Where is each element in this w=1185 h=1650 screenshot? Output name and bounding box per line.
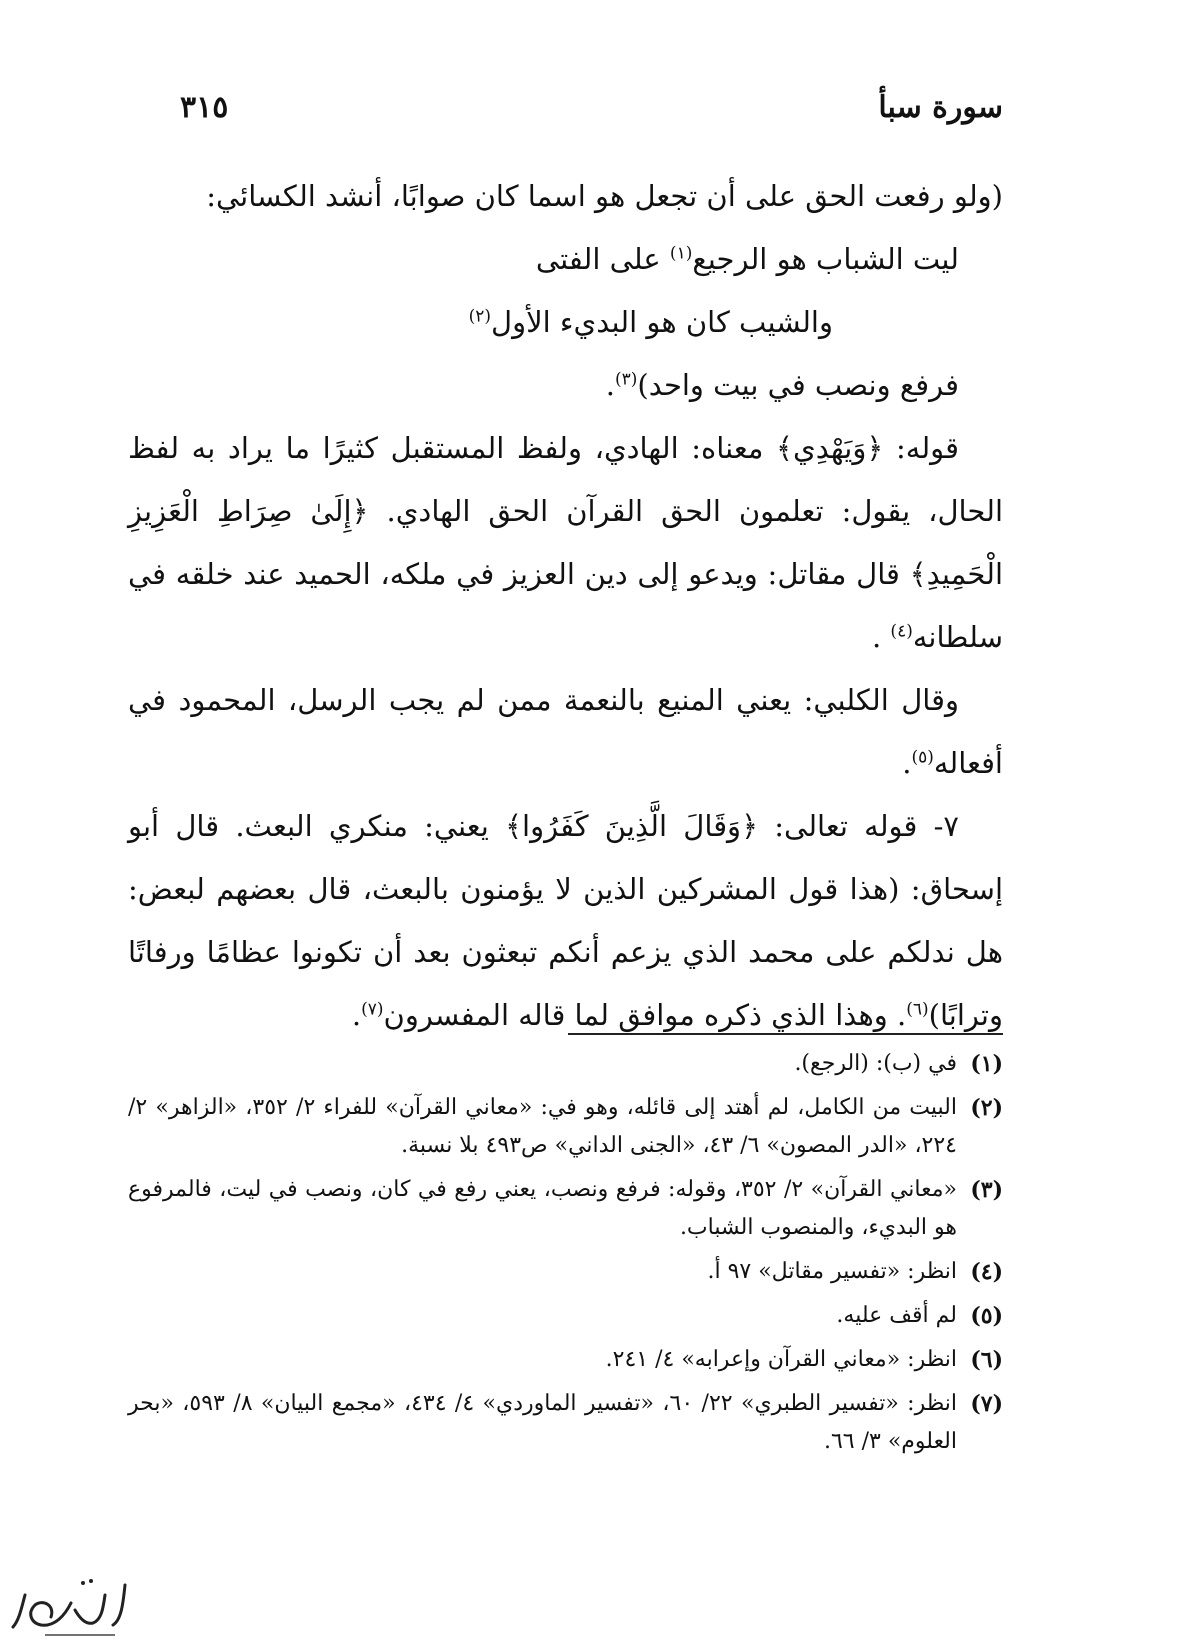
footnote-number: (٢) [970,1095,1003,1121]
page-number: ٣١٥ [180,89,229,125]
footnote-ref-5[interactable]: (٥) [911,747,934,768]
footnote-number: (٤) [970,1259,1003,1285]
poem-verse-1 [128,228,1003,291]
paragraph-3-text-2: معناه: الهادي، ولفظ المستقبل كثيرًا ما يراد به لفظ الحال، يقول: تعلمون الحق القرآن الحق الهادي. [128,431,1004,528]
verse-2-text: والشيب كان هو البديء الأول [491,305,833,339]
paragraph-4-end: . [902,746,912,780]
quran-quote-1: ﴿وَيَهْدِي﴾ [776,431,884,465]
footnote-ref-7[interactable]: (٧) [361,999,384,1020]
footnote [128,1341,1003,1379]
paragraph-1-text: (ولو رفعت الحق على أن تجعل هو اسما كان صوابًا، أنشد الكسائي: [206,179,1003,213]
footnotes [128,1045,1003,1467]
footnote-ref-6[interactable]: (٦) [906,999,929,1020]
footnote [128,1045,1003,1083]
paragraph-3-end: . [871,620,891,654]
paragraph-1 [128,165,1003,228]
paragraph-4 [128,669,1003,795]
paragraph-5-end: . [351,998,362,1032]
quran-quote-2: ﴿إِلَىٰ صِرَاطِ الْعَزِيزِ الْحَمِيدِ﴾ [128,494,1003,591]
quran-quote-3: ﴿وَقَالَ الَّذِينَ كَفَرُوا﴾ [505,809,759,843]
verse-1-text: ليت الشباب هو الرجيع [692,242,959,276]
paragraph-5 [128,795,1003,1047]
footnote-text: «معاني القرآن» ٢/ ٣٥٢، وقوله: فرفع ونصب، يعني رفع في كان، ونصب في ليت، فالمرفوع هو البديء، والمنصوب الشباب. [128,1177,957,1240]
footnote-number: (٦) [970,1347,1003,1373]
footnote-number: (١) [970,1051,1003,1077]
footnote-number: (٣) [970,1177,1003,1203]
footnote-text: انظر: «تفسير الطبري» ٢٢/ ٦٠، «تفسير الماوردي» ٤/ ٤٣٤، «مجمع البيان» ٨/ ٥٩٣، «بحر العلوم» ٣/ ٦٦. [128,1391,958,1454]
footnote [128,1297,1003,1335]
footnote-text: البيت من الكامل، لم أهتد إلى قائله، وهو في: «معاني القرآن» للفراء ٢/ ٣٥٢، «الزاهر» ٢/ ٢٢٤، «الدر المصون» ٦/ ٤٣، «الجنى الداني» ص٤٩٣ بلا نسبة. [128,1095,957,1158]
main-text [128,165,1003,1047]
footnote-text: انظر: «معاني القرآن وإعرابه» ٤/ ٢٤١. [605,1347,957,1372]
calligraphy-stamp-logo [5,1565,140,1645]
footnote-text: في (ب): (الرجع). [794,1051,957,1076]
footnote [128,1253,1003,1291]
paragraph-3 [128,417,1003,669]
footnote-divider [568,1033,1003,1035]
footnote-number: (٥) [970,1303,1003,1329]
paragraph-2-end: . [605,368,615,402]
paragraph-3-text: قوله: [883,431,959,465]
paragraph-3-text-3: قال مقاتل: ويدعو إلى دين العزيز في ملكه، الحميد عند خلقه في سلطانه [128,557,1003,654]
paragraph-5-text: ٧- قوله تعالى: [758,809,959,843]
footnote-ref-2[interactable]: (٢) [468,306,492,327]
paragraph-4-text: وقال الكلبي: يعني المنيع بالنعمة ممن لم يجب الرسل، المحمود في أفعاله [128,683,1003,780]
footnote-ref-3[interactable]: (٣) [614,369,638,390]
paragraph-5-text-3: . وهذا الذي ذكره موافق لما قاله المفسرون [383,998,907,1032]
poem-verse-2 [128,291,1003,354]
paragraph-5-text-2: يعني: منكري البعث. قال أبو إسحاق: (هذا قول المشركين الذين لا يؤمنون بالبعث، قال بعضهم لبعض: هل ندلكم على محمد الذي يزعم أنكم تبعثون بعد أن تكونوا عظامًا ورفاتًا وترابًا) [128,809,1003,1032]
footnote-ref-1[interactable]: (١) [669,243,693,264]
footnote-ref-4[interactable]: (٤) [890,621,913,642]
verse-1-text-end: على الفتى [535,242,670,276]
footnote [128,1171,1003,1247]
page-header [180,82,1003,132]
footnote [128,1089,1003,1165]
footnote [128,1385,1003,1461]
footnote-text: لم أقف عليه. [836,1303,957,1328]
footnote-number: (٧) [970,1391,1003,1417]
footnote-text: انظر: «تفسير مقاتل» ٩٧ أ. [707,1259,957,1284]
paragraph-2-text: فرفع ونصب في بيت واحد) [637,368,959,402]
surah-title: سورة سبأ [878,89,1003,125]
paragraph-2 [128,354,1003,417]
